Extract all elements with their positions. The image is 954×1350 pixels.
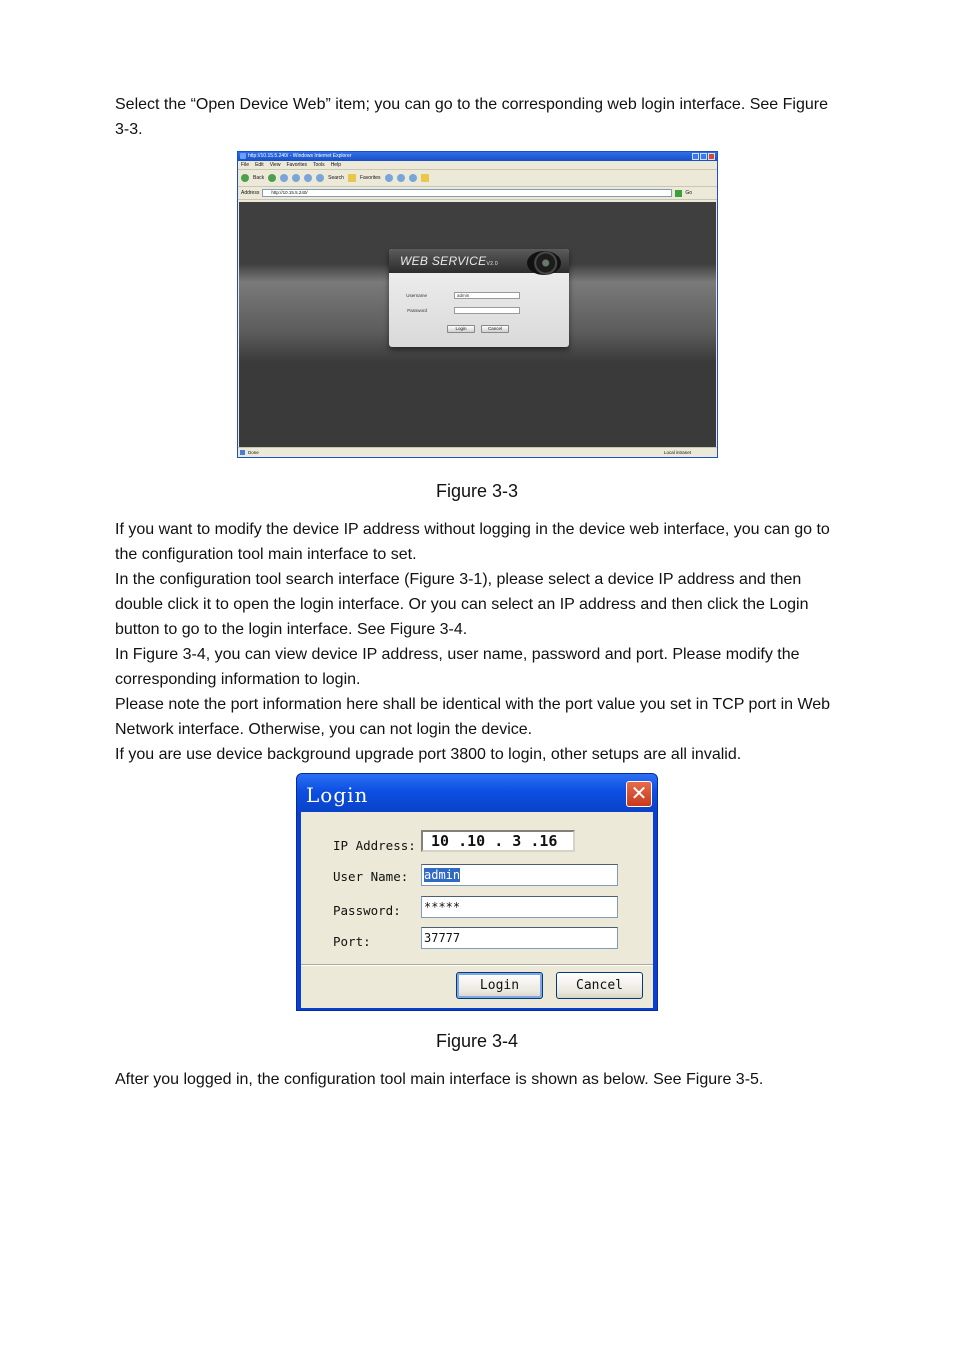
address-input[interactable]: http://10.15.5.240/ bbox=[262, 189, 672, 197]
user-name-input[interactable] bbox=[421, 864, 618, 886]
search-icon[interactable] bbox=[316, 174, 324, 182]
history-icon[interactable] bbox=[385, 174, 393, 182]
address-label: Address bbox=[241, 190, 260, 196]
figure-3-3-caption: Figure 3-3 bbox=[435, 481, 519, 501]
paragraph-3: In Figure 3-4, you can view device IP address, user name, password and port. Please modify the corresponding information to login. bbox=[115, 646, 800, 688]
go-label[interactable]: Go bbox=[685, 190, 693, 196]
web-service-login-panel bbox=[389, 249, 569, 347]
ws-password-input[interactable] bbox=[454, 307, 520, 314]
forward-icon[interactable] bbox=[268, 174, 276, 182]
back-icon[interactable] bbox=[241, 174, 249, 182]
ws-cancel-button[interactable]: Cancel bbox=[481, 325, 509, 333]
figure-3-4-login-dialog bbox=[296, 773, 658, 1011]
figure-3-4-caption: Figure 3-4 bbox=[435, 1031, 519, 1051]
web-service-brand: WEB SERVICE bbox=[400, 254, 487, 268]
ws-login-button[interactable]: Login bbox=[447, 325, 475, 333]
menu-edit[interactable]: Edit bbox=[255, 162, 264, 168]
menu-tools[interactable]: Tools bbox=[313, 162, 325, 168]
close-button[interactable] bbox=[708, 153, 715, 160]
search-label[interactable]: Search bbox=[328, 175, 344, 181]
final-paragraph: After you logged in, the configuration tool main interface is shown as below. See Figure 3-5. bbox=[115, 1071, 764, 1088]
favorites-label[interactable]: Favorites bbox=[359, 175, 381, 181]
figure-3-3-ie-window bbox=[237, 151, 718, 458]
ie-menu-bar bbox=[238, 161, 717, 170]
favorites-icon[interactable] bbox=[348, 174, 356, 182]
user-name-value: admin bbox=[424, 868, 461, 882]
dialog-title: Login bbox=[306, 783, 369, 807]
menu-favorites[interactable]: Favorites bbox=[286, 162, 307, 168]
port-input[interactable]: 37777 bbox=[421, 927, 618, 949]
dialog-body bbox=[301, 812, 653, 1008]
password-label: Password: bbox=[333, 903, 401, 918]
ie-icon bbox=[240, 153, 246, 159]
web-service-version: V2.0 bbox=[486, 261, 498, 267]
ie-address-bar bbox=[238, 187, 717, 200]
menu-help[interactable]: Help bbox=[330, 162, 341, 168]
home-icon[interactable] bbox=[304, 174, 312, 182]
paragraph-4: Please note the port information here shall be identical with the port value you set in TCP port in Web Network interface. Otherwise, you can not login the device. bbox=[115, 696, 831, 738]
ie-window-title: http://10.15.5.240/ - Windows Internet Explorer bbox=[248, 153, 352, 159]
status-done: Done bbox=[248, 450, 259, 455]
dialog-title-bar bbox=[297, 774, 657, 812]
cancel-button[interactable]: Cancel bbox=[556, 972, 643, 999]
user-name-label: User Name: bbox=[333, 869, 409, 884]
folder-icon[interactable] bbox=[421, 174, 429, 182]
refresh-icon[interactable] bbox=[292, 174, 300, 182]
back-label[interactable]: Back bbox=[253, 175, 265, 181]
maximize-button[interactable] bbox=[700, 153, 707, 160]
ie-status-bar bbox=[238, 447, 717, 457]
paragraph-5: If you are use device background upgrade port 3800 to login, other setups are all invalid. bbox=[115, 746, 742, 763]
stop-icon[interactable] bbox=[280, 174, 288, 182]
ws-password-label: Password bbox=[407, 308, 427, 313]
menu-view[interactable]: View bbox=[269, 162, 281, 168]
ip-address-field[interactable]: 10 .10 . 3 .16 bbox=[421, 830, 575, 852]
intro-paragraph: Select the “Open Device Web” item; you can go to the corresponding web login interface. See Figure 3-3. bbox=[115, 96, 828, 138]
paragraph-1: If you want to modify the device IP address without logging in the device web interface, you can go to the configuration tool main interface to set. bbox=[115, 521, 830, 563]
print-icon[interactable] bbox=[409, 174, 417, 182]
close-icon[interactable]: ✕ bbox=[626, 781, 652, 807]
login-button[interactable]: Login bbox=[456, 972, 543, 999]
menu-file[interactable]: File bbox=[241, 162, 250, 168]
port-label: Port: bbox=[333, 934, 371, 949]
ie-toolbar bbox=[238, 170, 717, 187]
ie-title-bar bbox=[238, 152, 717, 161]
minimize-button[interactable] bbox=[692, 153, 699, 160]
dialog-divider bbox=[301, 964, 653, 966]
page-done-icon bbox=[240, 450, 245, 455]
web-service-header bbox=[389, 249, 569, 273]
camera-lens-icon bbox=[527, 251, 561, 275]
ws-username-input[interactable]: admin bbox=[454, 292, 520, 299]
mail-icon[interactable] bbox=[397, 174, 405, 182]
paragraph-2: In the configuration tool search interface (Figure 3-1), please select a device IP address and then double click it to open the login interface. Or you can select an IP address and then click the Login button to go to the login interface. See Figure 3-4. bbox=[115, 571, 809, 638]
ip-address-label: IP Address: bbox=[333, 838, 416, 853]
ws-username-label: Username bbox=[406, 293, 427, 298]
status-zone: Local intranet bbox=[663, 450, 691, 455]
password-input[interactable]: ***** bbox=[421, 896, 618, 918]
go-icon[interactable] bbox=[675, 190, 682, 197]
ie-content-area bbox=[239, 202, 716, 448]
